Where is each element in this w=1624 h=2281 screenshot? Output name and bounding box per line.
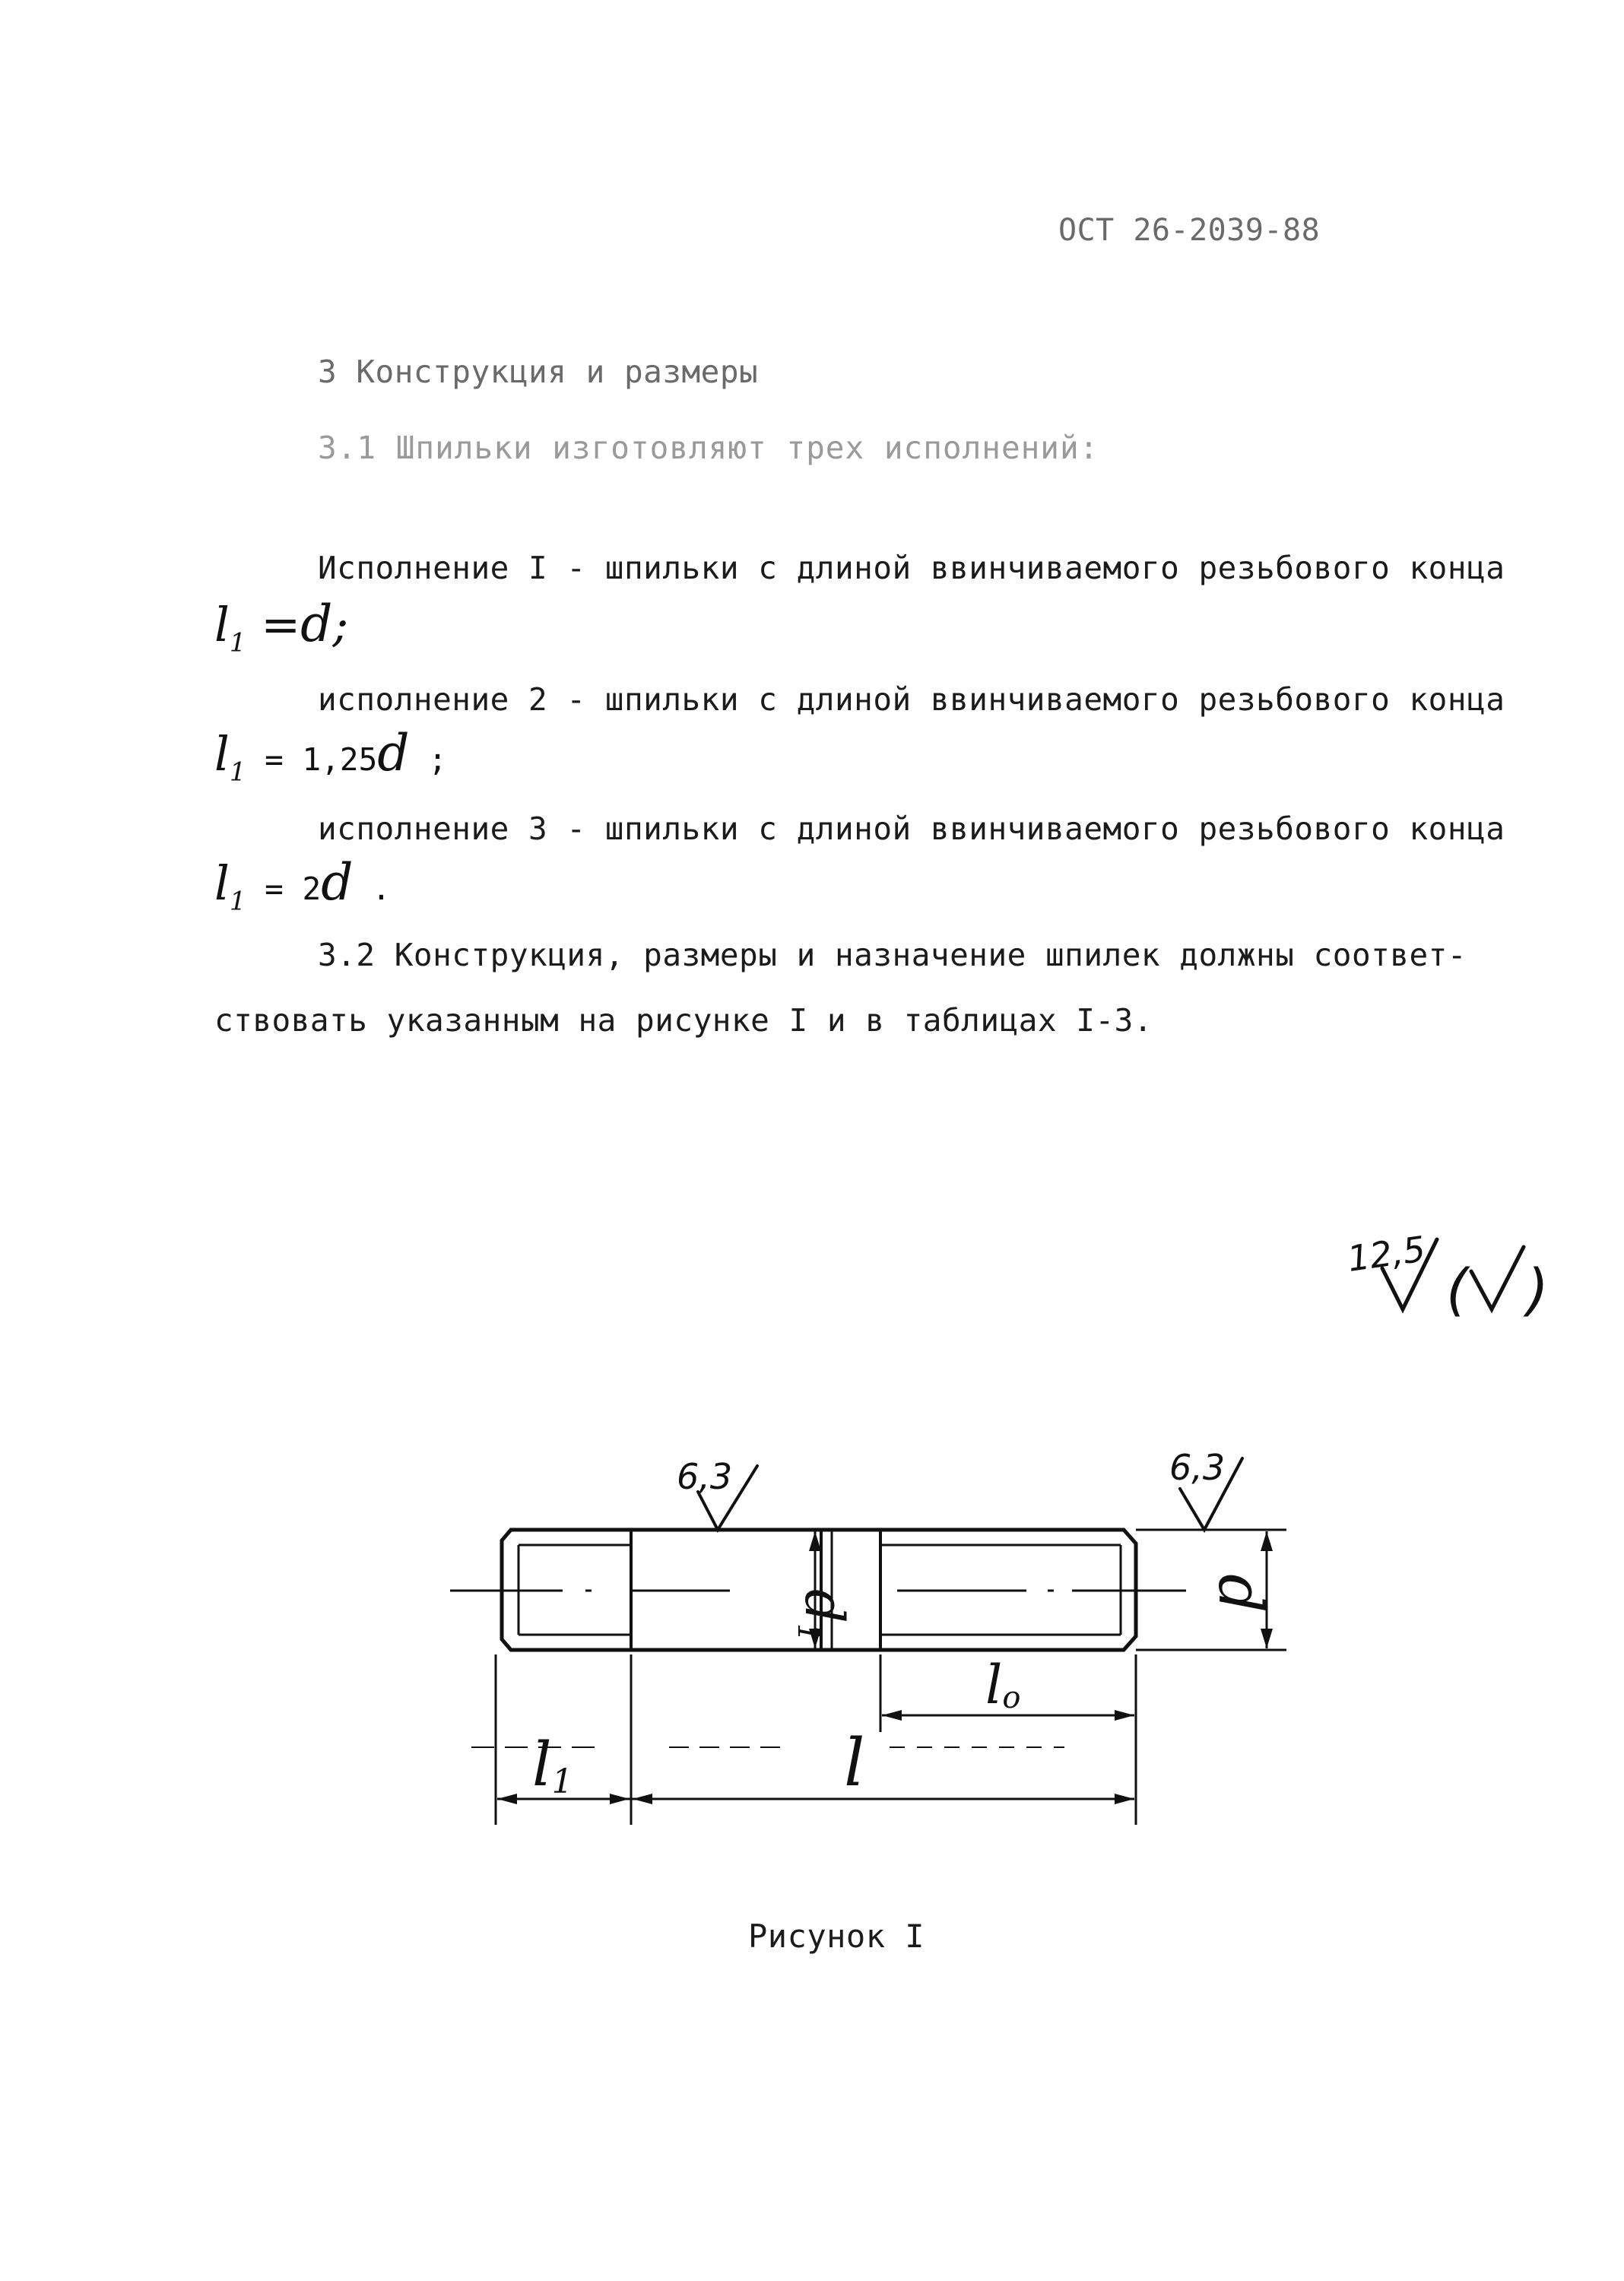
execution-1-text: Исполнение I - шпильки с длиной ввинчиваемого резьбового конца (318, 550, 1505, 586)
dim-l1-base: l (532, 1729, 552, 1800)
dim-d-label: d (1205, 1574, 1276, 1613)
formula-lhs: l (214, 597, 230, 652)
roughness-general-value: 12,5 (1345, 1228, 1428, 1280)
formula-end: . (353, 871, 391, 907)
doc-code: ОСТ 26-2039-88 (1058, 213, 1321, 248)
roughness-left-value: 6,3 (677, 1456, 733, 1497)
formula-eq: = (246, 597, 301, 652)
formula-end: ; (332, 597, 349, 652)
formula-var: d (377, 724, 410, 782)
dimension-l1-l (471, 1654, 1134, 1825)
dim-l-label: l (844, 1725, 865, 1801)
formula-var: d (300, 595, 333, 653)
formula-eq: = (246, 741, 303, 778)
dim-l1-label (532, 1729, 573, 1801)
dimension-d1 (791, 1531, 855, 1648)
dim-l0-base: l (985, 1654, 1003, 1716)
roughness-left (677, 1456, 757, 1530)
formula-end: ; (409, 741, 447, 778)
section-title: 3 Конструкция и размеры (318, 354, 759, 390)
roughness-bracket-close: ) (1527, 1258, 1549, 1323)
roughness-right-value: 6,3 (1169, 1447, 1226, 1488)
figure-caption: Рисунок I (748, 1918, 925, 1955)
dim-d1-base: d (793, 1589, 855, 1623)
formula-lhs: l (214, 726, 230, 782)
dim-l0-sub: o (1002, 1680, 1021, 1715)
roughness-check-icon-bracketed (1471, 1247, 1524, 1309)
formula-lhs: l (214, 855, 230, 911)
dim-l0-label (985, 1654, 1020, 1716)
roughness-right (1169, 1447, 1242, 1530)
execution-2-text: исполнение 2 - шпильки с длиной ввинчиваемого резьбового конца (318, 681, 1505, 718)
paragraph-3-2-line-1: 3.2 Конструкция, размеры и назначение шпилек должны соответ- (318, 937, 1467, 973)
paragraph-3-1: 3.1 Шпильки изготовляют трех исполнений: (318, 430, 1099, 466)
dim-l1-sub: 1 (551, 1762, 573, 1801)
formula-sub: 1 (229, 627, 246, 658)
execution-3-text: исполнение 3 - шпильки с длиной ввинчиваемого резьбового конца (318, 811, 1505, 847)
roughness-general-symbol (1345, 1228, 1549, 1323)
formula-sub: 1 (229, 757, 246, 788)
roughness-bracket-open: ( (1446, 1258, 1468, 1323)
dim-d1-sub: 1 (791, 1623, 826, 1643)
formula-eq: = (246, 871, 303, 907)
formula-sub: 1 (229, 886, 246, 917)
dim-d1-label (791, 1589, 855, 1642)
formula-var: d (321, 853, 354, 912)
formula-coef: 2 (302, 871, 322, 907)
formula-coef: 1,25 (302, 741, 378, 778)
paragraph-3-2-line-2: ствовать указанным на рисунке I и в таблицах I-3. (214, 1002, 1153, 1039)
